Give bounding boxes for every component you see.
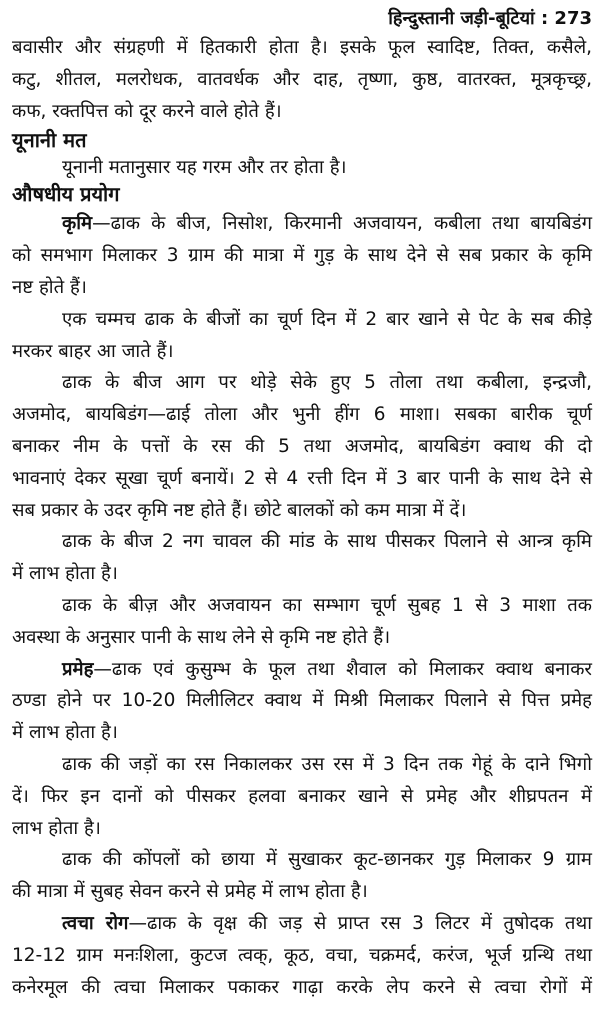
text-line: 12-12 ग्राम मनःशिला, कुटज त्वक्, कूठ, वचा, चक्रमर्द, करंज, भूर्ज ग्रन्थि तथा (12, 944, 592, 966)
text-line: मरकर बाहर आ जाते हैं। (12, 340, 174, 362)
text-line: में लाभ होता है। (12, 563, 118, 585)
running-head (12, 6, 592, 32)
text-line: ढाक की कोंपलों को छाया में सुखाकर कूट-छानकर गुड़ मिलाकर 9 ग्राम (62, 849, 592, 871)
line-text: —ढाक के बीज, निसोश, किरमानी अजवायन, कबीला तथा बायबिडंग (92, 213, 592, 235)
text-line: कफ, रक्तपित्त को दूर करने वाले होते हैं। (12, 100, 282, 122)
text-line: में लाभ होता है। (12, 722, 118, 744)
text-line: भावनाएं देकर सूखा चूर्ण बनायें। 2 से 4 रत्ती दिन में 3 बार पानी के साथ देने से (12, 467, 592, 489)
text-line: को समभाग मिलाकर 3 ग्राम की मात्रा में गुड़ के साथ देने से सब प्रकार के कृमि (12, 245, 592, 267)
text-line: सब प्रकार के उदर कृमि नष्ट होते हैं। छोटे बालकों को कम मात्रा में दें। (12, 499, 467, 521)
text-line: ढाक के बीज आग पर थोड़े सेके हुए 5 तोला तथा कबीला, इन्द्रजौ, (62, 372, 592, 394)
book-title: हिन्दुस्तानी जड़ी-बूटियां (388, 8, 535, 29)
text-line: ठण्डा होने पर 10-20 मिलीलिटर क्वाथ में मिश्री मिलाकर पिलाने से पित्त प्रमेह (12, 690, 592, 712)
text-line: बवासीर और संग्रहणी में हितकारी होता है। इसके फूल स्वादिष्ट, तिक्त, कसैले, (12, 37, 592, 58)
text-line: अजमोद, बायबिडंग—ढाई तोला और भुनी हींग 6 माशा। सबका बारीक चूर्ण (12, 404, 592, 426)
run-in-heading: कृमि (62, 213, 93, 235)
line-text: —ढाक एवं कुसुम्भ के फूल तथा शैवाल को मिलाकर क्वाथ बनाकर (93, 658, 592, 680)
text-line: दें। फिर इन दानों को पीसकर हलवा बनाकर खाने से प्रमेह और शीघ्रपतन में (12, 785, 592, 807)
text-line: लाभ होता है। (12, 817, 101, 839)
header-separator: : (534, 8, 555, 29)
section-heading-medicinal-uses: औषधीय प्रयोग (12, 182, 120, 207)
text-line: अवस्था के अनुसार पानी के साथ लेने से कृमि नष्ट होते हैं। (12, 626, 391, 648)
text-line (12, 654, 592, 686)
book-page (12, 6, 592, 1003)
text-line (12, 208, 592, 240)
page-number: 273 (554, 8, 592, 29)
text-line: यूनानी मतानुसार यह गरम और तर होता है। (62, 157, 347, 179)
line-text: —ढाक के वृक्ष की जड़ से प्राप्त रस 3 लिटर में तुषोदक तथा (128, 912, 592, 934)
text-line: नष्ट होते हैं। (12, 276, 87, 298)
text-line: कटु, शीतल, मलरोधक, वातवर्धक और दाह, तृष्णा, कुष्ठ, वातरक्त, मूत्रकृच्छ्र, (12, 68, 592, 90)
run-in-heading: त्वचा रोग (62, 912, 129, 934)
text-line: कनेरमूल की त्वचा मिलाकर पकाकर गाढ़ा करके लेप करने से त्वचा रोगों में (12, 976, 592, 998)
text-line: ढाक के बीज 2 नग चावल की मांड के साथ पीसकर पिलाने से आन्त्र कृमि (62, 531, 592, 553)
text-line: एक चम्मच ढाक के बीजों का चूर्ण दिन में 2 बार खाने से पेट के सब कीड़े (62, 308, 592, 330)
section-heading-unani: यूनानी मत (12, 128, 87, 153)
text-line (12, 908, 592, 940)
text-line: ढाक की जड़ों का रस निकालकर उस रस में 3 दिन तक गेहूं के दाने भिगो (62, 753, 592, 775)
run-in-heading: प्रमेह (62, 658, 94, 680)
text-line: की मात्रा में सुबह सेवन करने से प्रमेह में लाभ होता है। (12, 881, 368, 903)
text-line: बनाकर नीम के पत्तों के रस की 5 तथा अजमोद, बायबिडंग क्वाथ की दो (12, 435, 592, 457)
text-line: ढाक के बीज़ और अजवायन का सम्भाग चूर्ण सुबह 1 से 3 माशा तक (62, 594, 592, 616)
